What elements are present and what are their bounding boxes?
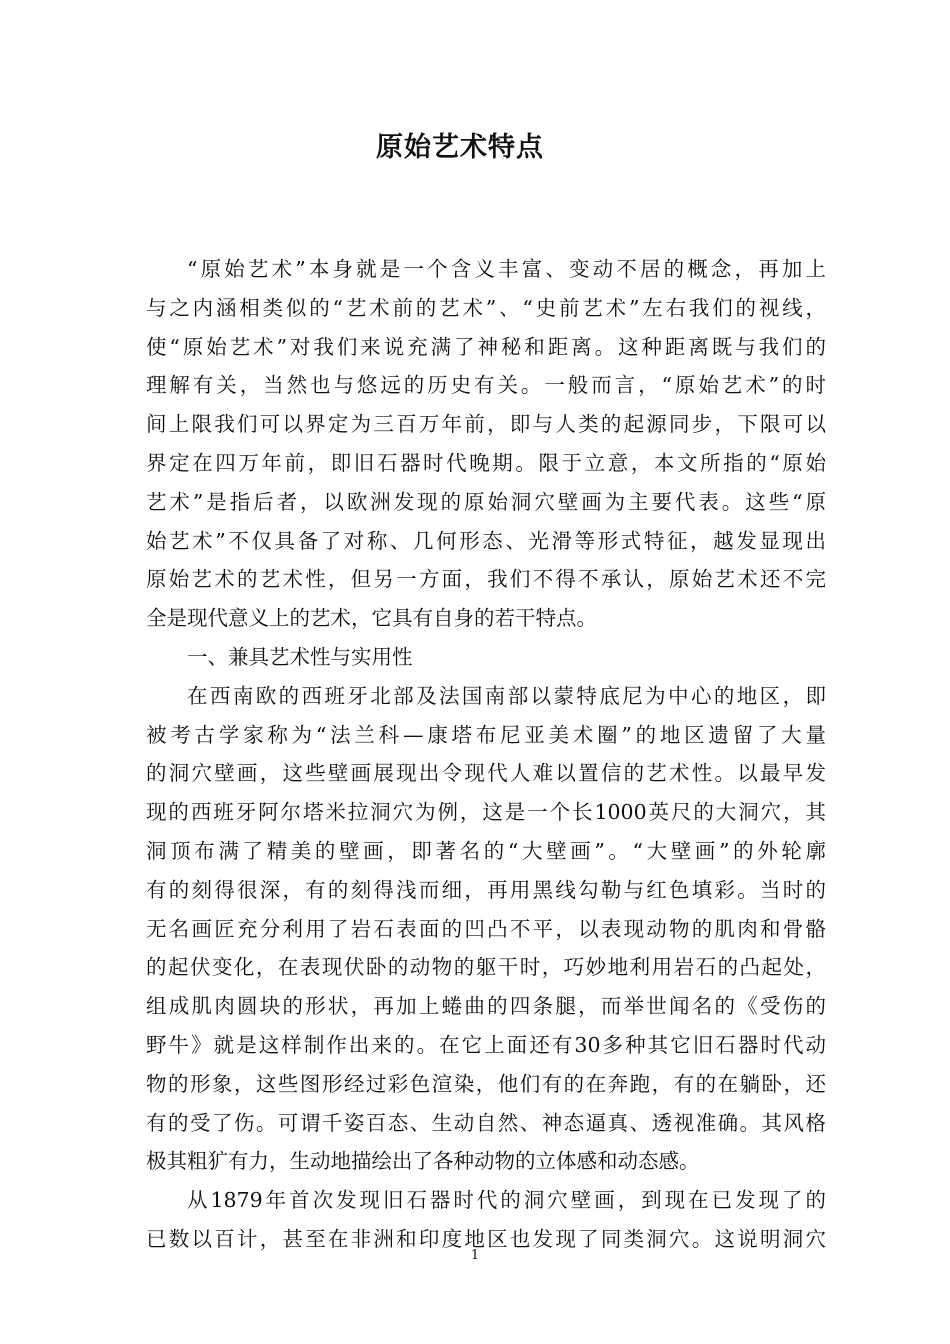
text-line: 艺术”是指后者，以欧洲发现的原始洞穴壁画为主要代表。这些“原 (146, 489, 826, 514)
text-line: 有的受了伤。可谓千姿百态、生动自然、神态逼真、透视准确。其风格 (146, 1110, 826, 1135)
text-line: 从1879年首次发现旧石器时代的洞穴壁画，到现在已发现了的 (187, 1188, 826, 1213)
text-line: 洞顶布满了精美的壁画，即著名的“大壁画”。“大壁画”的外轮廓 (146, 838, 826, 863)
text-line: “原始艺术”本身就是一个含义丰富、变动不居的概念，再加上 (187, 257, 826, 281)
text-line: 现的西班牙阿尔塔米拉洞穴为例，这是一个长1000英尺的大洞穴，其 (146, 800, 826, 825)
text-line: 野牛》就是这样制作出来的。在它上面还有30多种其它旧石器时代动 (146, 1032, 826, 1057)
text-line: 极其粗犷有力，生动地描绘出了各种动物的立体感和动态感。 (146, 1149, 700, 1174)
text-line: 在西南欧的西班牙北部及法国南部以蒙特底尼为中心的地区，即 (187, 683, 826, 708)
text-line: 间上限我们可以界定为三百万年前，即与人类的起源同步，下限可以 (146, 412, 826, 437)
text-line: 被考古学家称为“法兰科—康塔布尼亚美术圈”的地区遗留了大量 (146, 722, 826, 747)
text-line: 与之内涵相类似的“艺术前的艺术”、“史前艺术”左右我们的视线， (146, 295, 826, 320)
text-line: 物的形象，这些图形经过彩色渲染，他们有的在奔跑，有的在躺卧，还 (146, 1071, 826, 1096)
text-line: 使“原始艺术”对我们来说充满了神秘和距离。这种距离既与我们的 (146, 334, 826, 359)
text-line: 无名画匠充分利用了岩石表面的凹凸不平，以表现动物的肌肉和骨骼 (146, 916, 826, 941)
text-line: 的起伏变化，在表现伏卧的动物的躯干时，巧妙地利用岩石的凸起处， (146, 955, 826, 980)
text-line: 组成肌肉圆块的形状，再加上蜷曲的四条腿，而举世闻名的《受伤的 (146, 994, 826, 1019)
page-number: 1 (470, 1248, 480, 1263)
text-line: 界定在四万年前，即旧石器时代晚期。限于立意，本文所指的“原始 (146, 450, 826, 475)
text-line: 理解有关，当然也与悠远的历史有关。一般而言，“原始艺术”的时 (146, 373, 826, 398)
text-line: 已数以百计，甚至在非洲和印度地区也发现了同类洞穴。这说明洞穴 (146, 1226, 826, 1251)
text-line: 始艺术”不仅具备了对称、几何形态、光滑等形式特征，越发显现出 (146, 528, 826, 553)
body-text (146, 250, 826, 1259)
text-line: 有的刻得很深，有的刻得浅而细，再用黑线勾勒与红色填彩。当时的 (146, 877, 826, 902)
page-title: 原始艺术特点 (376, 132, 544, 163)
text-line: 原始艺术的艺术性，但另一方面，我们不得不承认，原始艺术还不完 (146, 567, 826, 592)
text-line: 全是现代意义上的艺术，它具有自身的若干特点。 (146, 606, 597, 631)
section-heading: 一、兼具艺术性与实用性 (187, 644, 413, 669)
text-line: 的洞穴壁画，这些壁画展现出令现代人难以置信的艺术性。以最早发 (146, 761, 826, 786)
